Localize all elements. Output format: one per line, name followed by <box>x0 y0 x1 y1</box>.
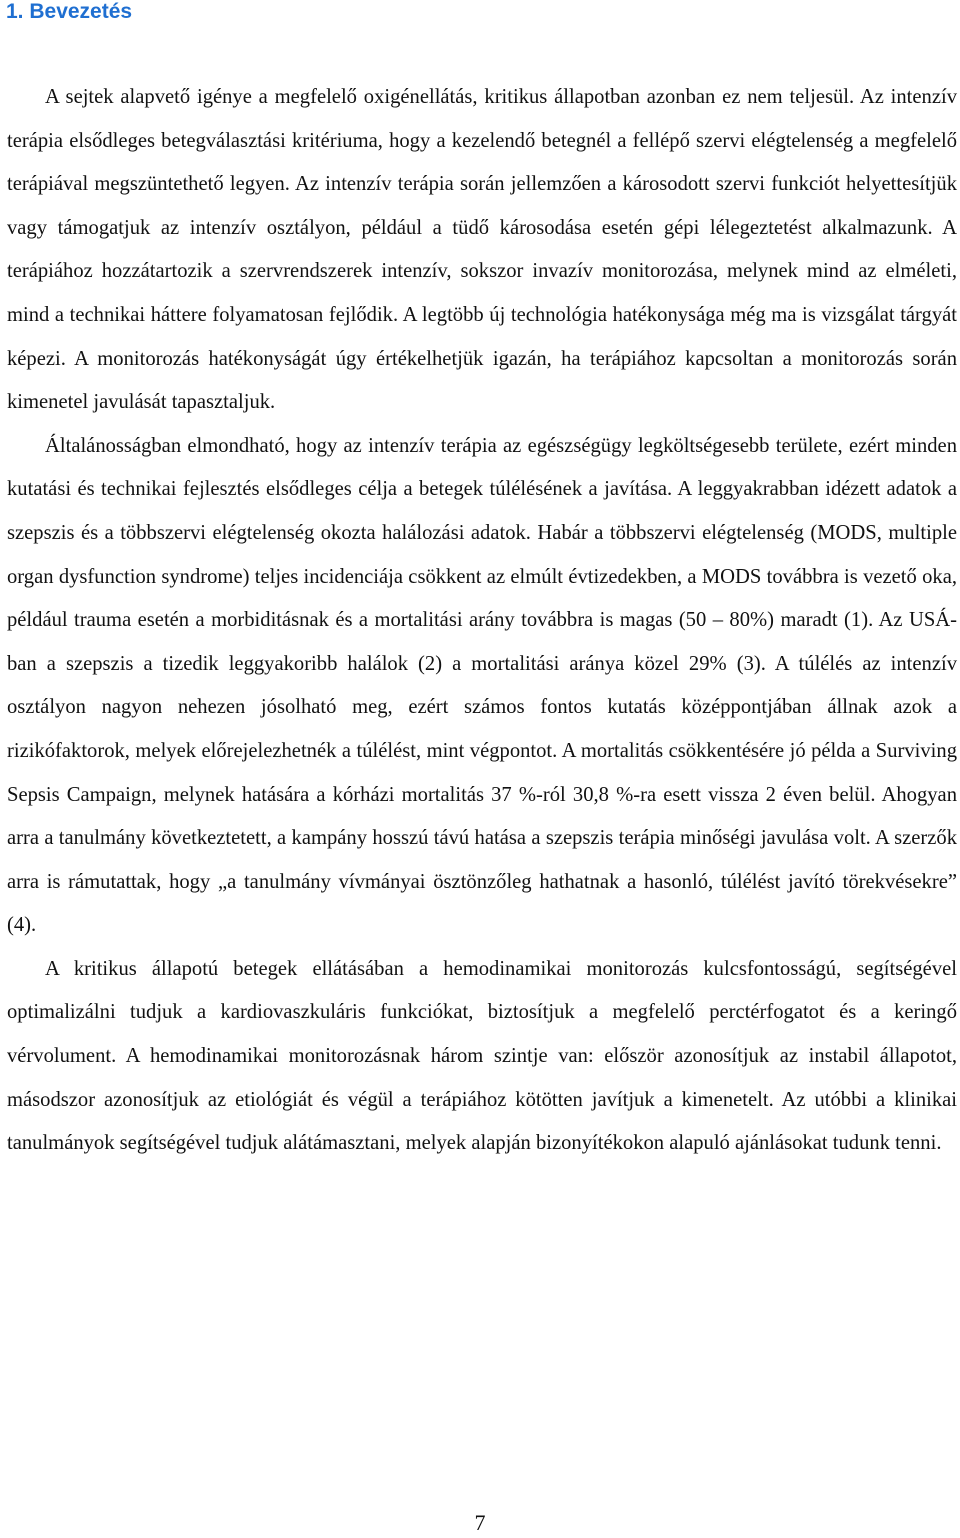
section-heading: 1. Bevezetés <box>6 0 133 23</box>
paragraph-2: Általánosságban elmondható, hogy az intenzív terápia az egészségügy legköltségesebb területe, ezért minden kutatási és technikai fejlesztés elsődleges célja a betegek túlélésének a javítása. A leggyakrabban idézett adatok a szepszis és a többszervi elégtelenség okozta halálozási adatok. Habár a többszervi elégtelenség (MODS, multiple organ dysfunction syndrome) teljes incidenciája csökkent az elmúlt évtizedekben, a MODS továbbra is vezető oka, például trauma esetén a morbiditásnak és a mortalitási arány továbbra is magas (50 – 80%) maradt (1). Az USÁ-ban a szepszis a tizedik leggyakoribb halálok (2) a mortalitási aránya közel 29% (3). A túlélés az intenzív osztályon nagyon nehezen jósolható meg, ezért számos fontos kutatás középpontjában állnak azok a rizikófaktorok, melyek előrejelezhetnék a túlélést, mint végpontot. A mortalitás csökkentésére jó példa a Surviving Sepsis Campaign, melynek hatására a kórházi mortalitás 37 %-ról 30,8 %-ra esett vissza 2 éven belül. Ahogyan arra a tanulmány következtetett, a kampány hosszú távú hatása a szepszis terápia minőségi javulása volt. A szerzők arra is rámutattak, hogy „a tanulmány vívmányai ösztönzőleg hathatnak a hasonló, túlélést javító törekvésekre” (4). <box>7 434 957 937</box>
paragraph-1: A sejtek alapvető igénye a megfelelő oxigénellátás, kritikus állapotban azonban ez nem teljesül. Az intenzív terápia elsődleges betegválasztási kritériuma, hogy a kezelendő betegnél a fellépő szervi elégtelenség a megfelelő terápiával megszüntethető legyen. Az intenzív terápia során jellemzően a károsodott szervi funkciót helyettesítjük vagy támogatjuk az intenzív osztályon, például a tüdő károsodása esetén gépi lélegeztetést alkalmazunk. A terápiához hozzátartozik a szervrendszerek intenzív, sokszor invazív monitorozása, melynek mind az elméleti, mind a technikai háttere folyamatosan fejlődik. A legtöbb új technológia hatékonysága még ma is vizsgálat tárgyát képezi. A monitorozás hatékonyságát úgy értékelhetjük igazán, ha terápiához kapcsoltan a monitorozás során kimenetel javulását tapasztaljuk. <box>7 86 957 414</box>
paragraph-3: A kritikus állapotú betegek ellátásában a hemodinamikai monitorozás kulcsfontosságú, segítségével optimalizálni tudjuk a kardiovaszkuláris funkciókat, biztosítjuk a megfelelő perctérfogatot és a keringő vérvolument. A hemodinamikai monitorozásnak három szintje van: először azonosítjuk az instabil állapotot, másodszor azonosítjuk az etiológiát és végül a terápiához kötötten javítjuk a kimenetelt. Az utóbbi a klinikai tanulmányok segítségével tudjuk alátámasztani, melyek alapján bizonyítékokon alapuló ajánlásokat tudunk tenni. <box>7 957 957 1155</box>
page-number: 7 <box>474 1510 486 1535</box>
body-text <box>7 76 957 1166</box>
